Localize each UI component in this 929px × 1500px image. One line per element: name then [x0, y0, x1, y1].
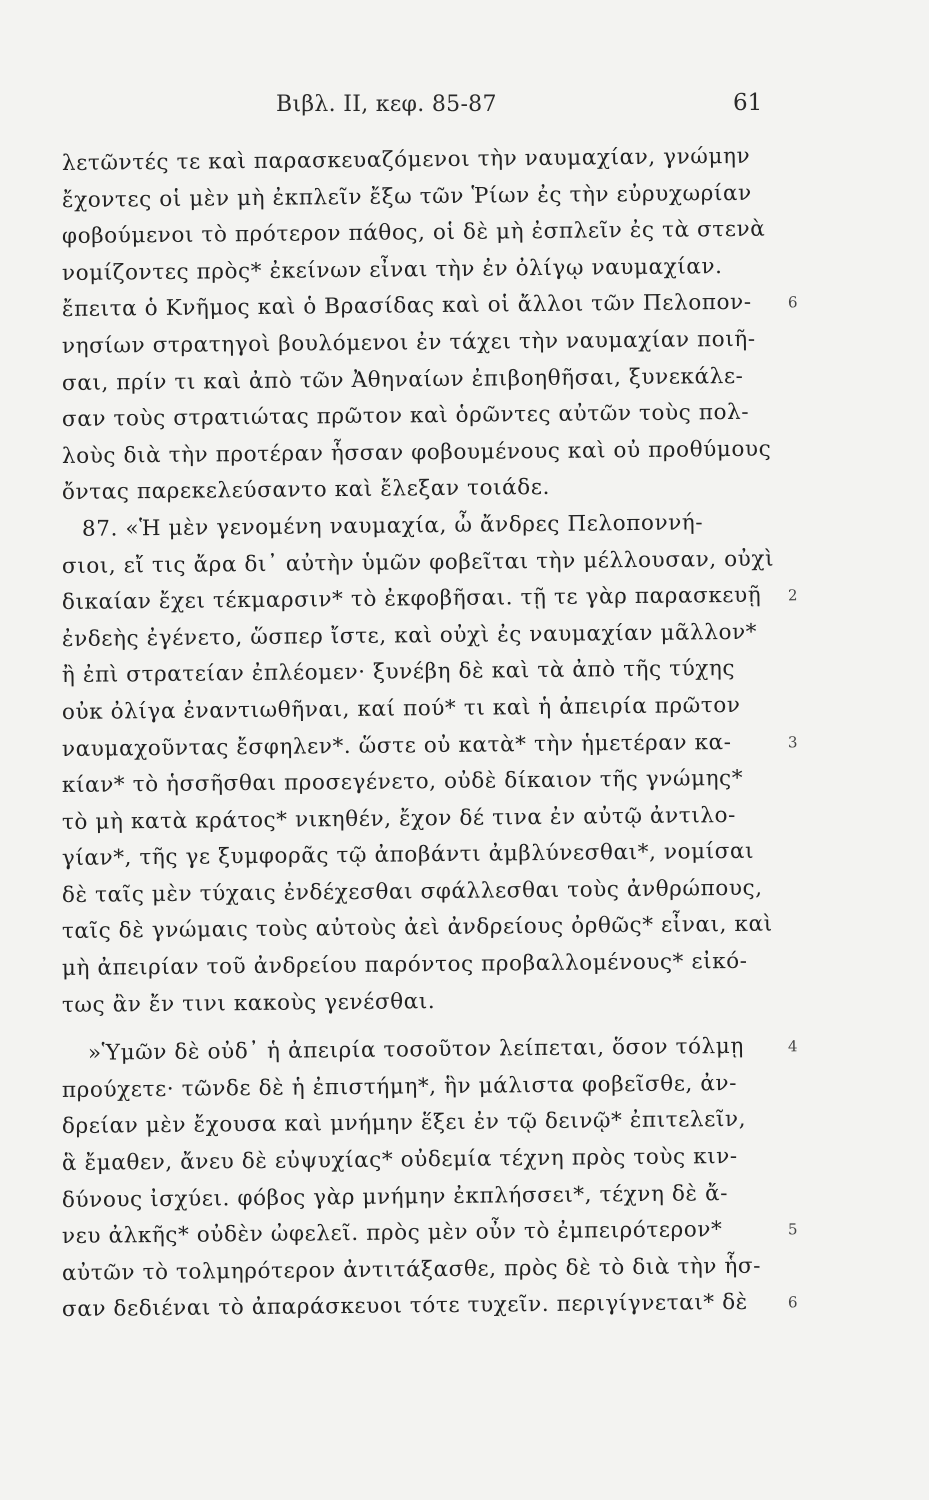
line-text: ἃ ἔμαθεν, ἄνευ δὲ εὐψυχίας* οὐδεμία τέχνη πρὸς τοὺς κιν-: [61, 1143, 738, 1177]
line-text: δὲ ταῖς μὲν τύχαις ἐνδέχεσθαι σφάλλεσθαι τοὺς ἀνθρώπους,: [61, 875, 763, 908]
line-text: σιοι, εἴ τις ἄρα δι᾽ αὐτὴν ὑμῶν φοβεῖται τὴν μέλλουσαν, οὐχὶ: [61, 546, 775, 579]
running-head: [0, 88, 929, 128]
line-text: δύνους ἰσχύει. φόβος γὰρ μνήμην ἐκπλήσσει*, τέχνη δὲ ἄ-: [61, 1180, 729, 1213]
line-text: δρείαν μὲν ἔχουσα καὶ μνήμην ἕξει ἐν τῷ δεινῷ* ἐπιτελεῖν,: [61, 1107, 747, 1140]
text-line: [62, 980, 782, 1024]
line-text: λετῶντές τε καὶ παρασκευαζόμενοι τὴν ναυμαχίαν, γνώμην: [61, 143, 751, 176]
margin-number: 3: [787, 732, 799, 751]
margin-number: 6: [787, 293, 799, 312]
margin-number: 6: [787, 1293, 799, 1312]
line-text: τως ἂν ἔν τινι κακοὺς γενέσθαι.: [61, 988, 436, 1018]
line-text: ἐνδεὴς ἐγένετο, ὥσπερ ἴστε, καὶ οὐχὶ ἐς ναυμαχίαν μᾶλλον*: [61, 619, 758, 652]
line-text: σαν δεδιέναι τὸ ἀπαράσκευοι τότε τυχεῖν. περιγίγνεται* δὲ: [61, 1290, 748, 1323]
body-text: [61, 143, 799, 1329]
running-head-title: Βιβλ. II, κεφ. 85-87: [276, 92, 497, 117]
margin-number: 2: [787, 586, 799, 605]
line-text: ναυμαχοῦντας ἔσφηλεν*. ὥστε οὐ κατὰ* τὴν ἡμετέραν κα-: [61, 729, 732, 762]
line-text: αὐτῶν τὸ τολμηρότερον ἀντιτάξασθε, πρὸς δὲ τὸ διὰ τὴν ἧσ-: [61, 1253, 762, 1286]
line-text: οὐκ ὀλίγα ἐναντιωθῆναι, καί πού* τι καὶ ἡ ἀπειρία πρῶτον: [61, 692, 741, 725]
line-text: γίαν*, τῆς γε ξυμφορᾶς τῷ ἀποβάντι ἀμβλύνεσθαι*, νομίσαι: [61, 839, 755, 872]
line-text: φοβούμενοι τὸ πρότερον πάθος, οἱ δὲ μὴ ἐσπλεῖν ἐς τὰ στενὰ: [61, 216, 766, 250]
line-text: δικαίαν ἔχει τέκμαρσιν* τὸ ἐκφοβῆσαι. τῇ τε γὰρ παρασκευῇ: [61, 582, 762, 616]
line-text: προύχετε· τῶνδε δὲ ἡ ἐπιστήμη*, ἣν μάλιστα φοβεῖσθε, ἀν-: [61, 1070, 738, 1103]
line-text: ἢ ἐπὶ στρατείαν ἐπλέομεν· ξυνέβη δὲ καὶ τὰ ἀπὸ τῆς τύχης: [61, 656, 736, 689]
line-text: ταῖς δὲ γνώμαις τοὺς αὐτοὺς ἀεὶ ἀνδρείους ὀρθῶς* εἶναι, καὶ: [61, 912, 773, 945]
line-text: λοὺς διὰ τὴν προτέραν ἧσσαν φοβουμένους καὶ οὐ προθύμους: [61, 436, 772, 469]
line-text: σαι, πρίν τι καὶ ἀπὸ τῶν Ἀθηναίων ἐπιβοηθῆσαι, ξυνεκάλε-: [61, 363, 744, 396]
line-text: 87. «Ἡ μὲν γενομένη ναυμαχία, ὦ ἄνδρες Πελοποννή-: [81, 510, 704, 542]
text-line: [61, 1285, 799, 1329]
line-text: ὄντας παρεκελεύσαντο καὶ ἔλεξαν τοιάδε.: [61, 475, 551, 506]
line-text: »Ὑμῶν δὲ οὐδ᾽ ἡ ἀπειρία τοσοῦτον λείπεται, ὅσον τόλμῃ: [87, 1034, 744, 1066]
line-text: σαν τοὺς στρατιώτας πρῶτον καὶ ὁρῶντες αὐτῶν τοὺς πολ-: [61, 399, 750, 433]
line-text: κίαν* τὸ ἡσσῆσθαι προσεγένετο, οὐδὲ δίκαιον τῆς γνώμης*: [61, 765, 744, 799]
line-text: νησίων στρατηγοὶ βουλόμενοι ἐν τάχει τὴν ναυμαχίαν ποιῆ-: [61, 326, 756, 359]
line-text: μὴ ἀπειρίαν τοῦ ἀνδρείου παρόντος προβαλλομένους* εἰκό-: [61, 948, 748, 982]
line-text: τὸ μὴ κατὰ κράτος* νικηθέν, ἔχον δέ τινα ἐν αὐτῷ ἀντιλο-: [61, 802, 737, 835]
line-text: ἔχοντες οἱ μὲν μὴ ἐκπλεῖν ἔξω τῶν Ῥίων ἐς τὴν εὐρυχωρίαν: [61, 180, 752, 213]
line-text: ἔπειτα ὁ Κνῆμος καὶ ὁ Βρασίδας καὶ οἱ ἄλλοι τῶν Πελοπον-: [61, 290, 752, 323]
line-text: νομίζοντες πρὸς* ἐκείνων εἶναι τὴν ἐν ὀλίγῳ ναυμαχίαν.: [61, 253, 723, 286]
page-number: 61: [733, 90, 763, 116]
line-text: νευ ἀλκῆς* οὐδὲν ὠφελεῖ. πρὸς μὲν οὖν τὸ ἐμπειρότερον*: [61, 1217, 723, 1250]
margin-number: 5: [787, 1220, 799, 1239]
margin-number: 4: [787, 1037, 799, 1056]
